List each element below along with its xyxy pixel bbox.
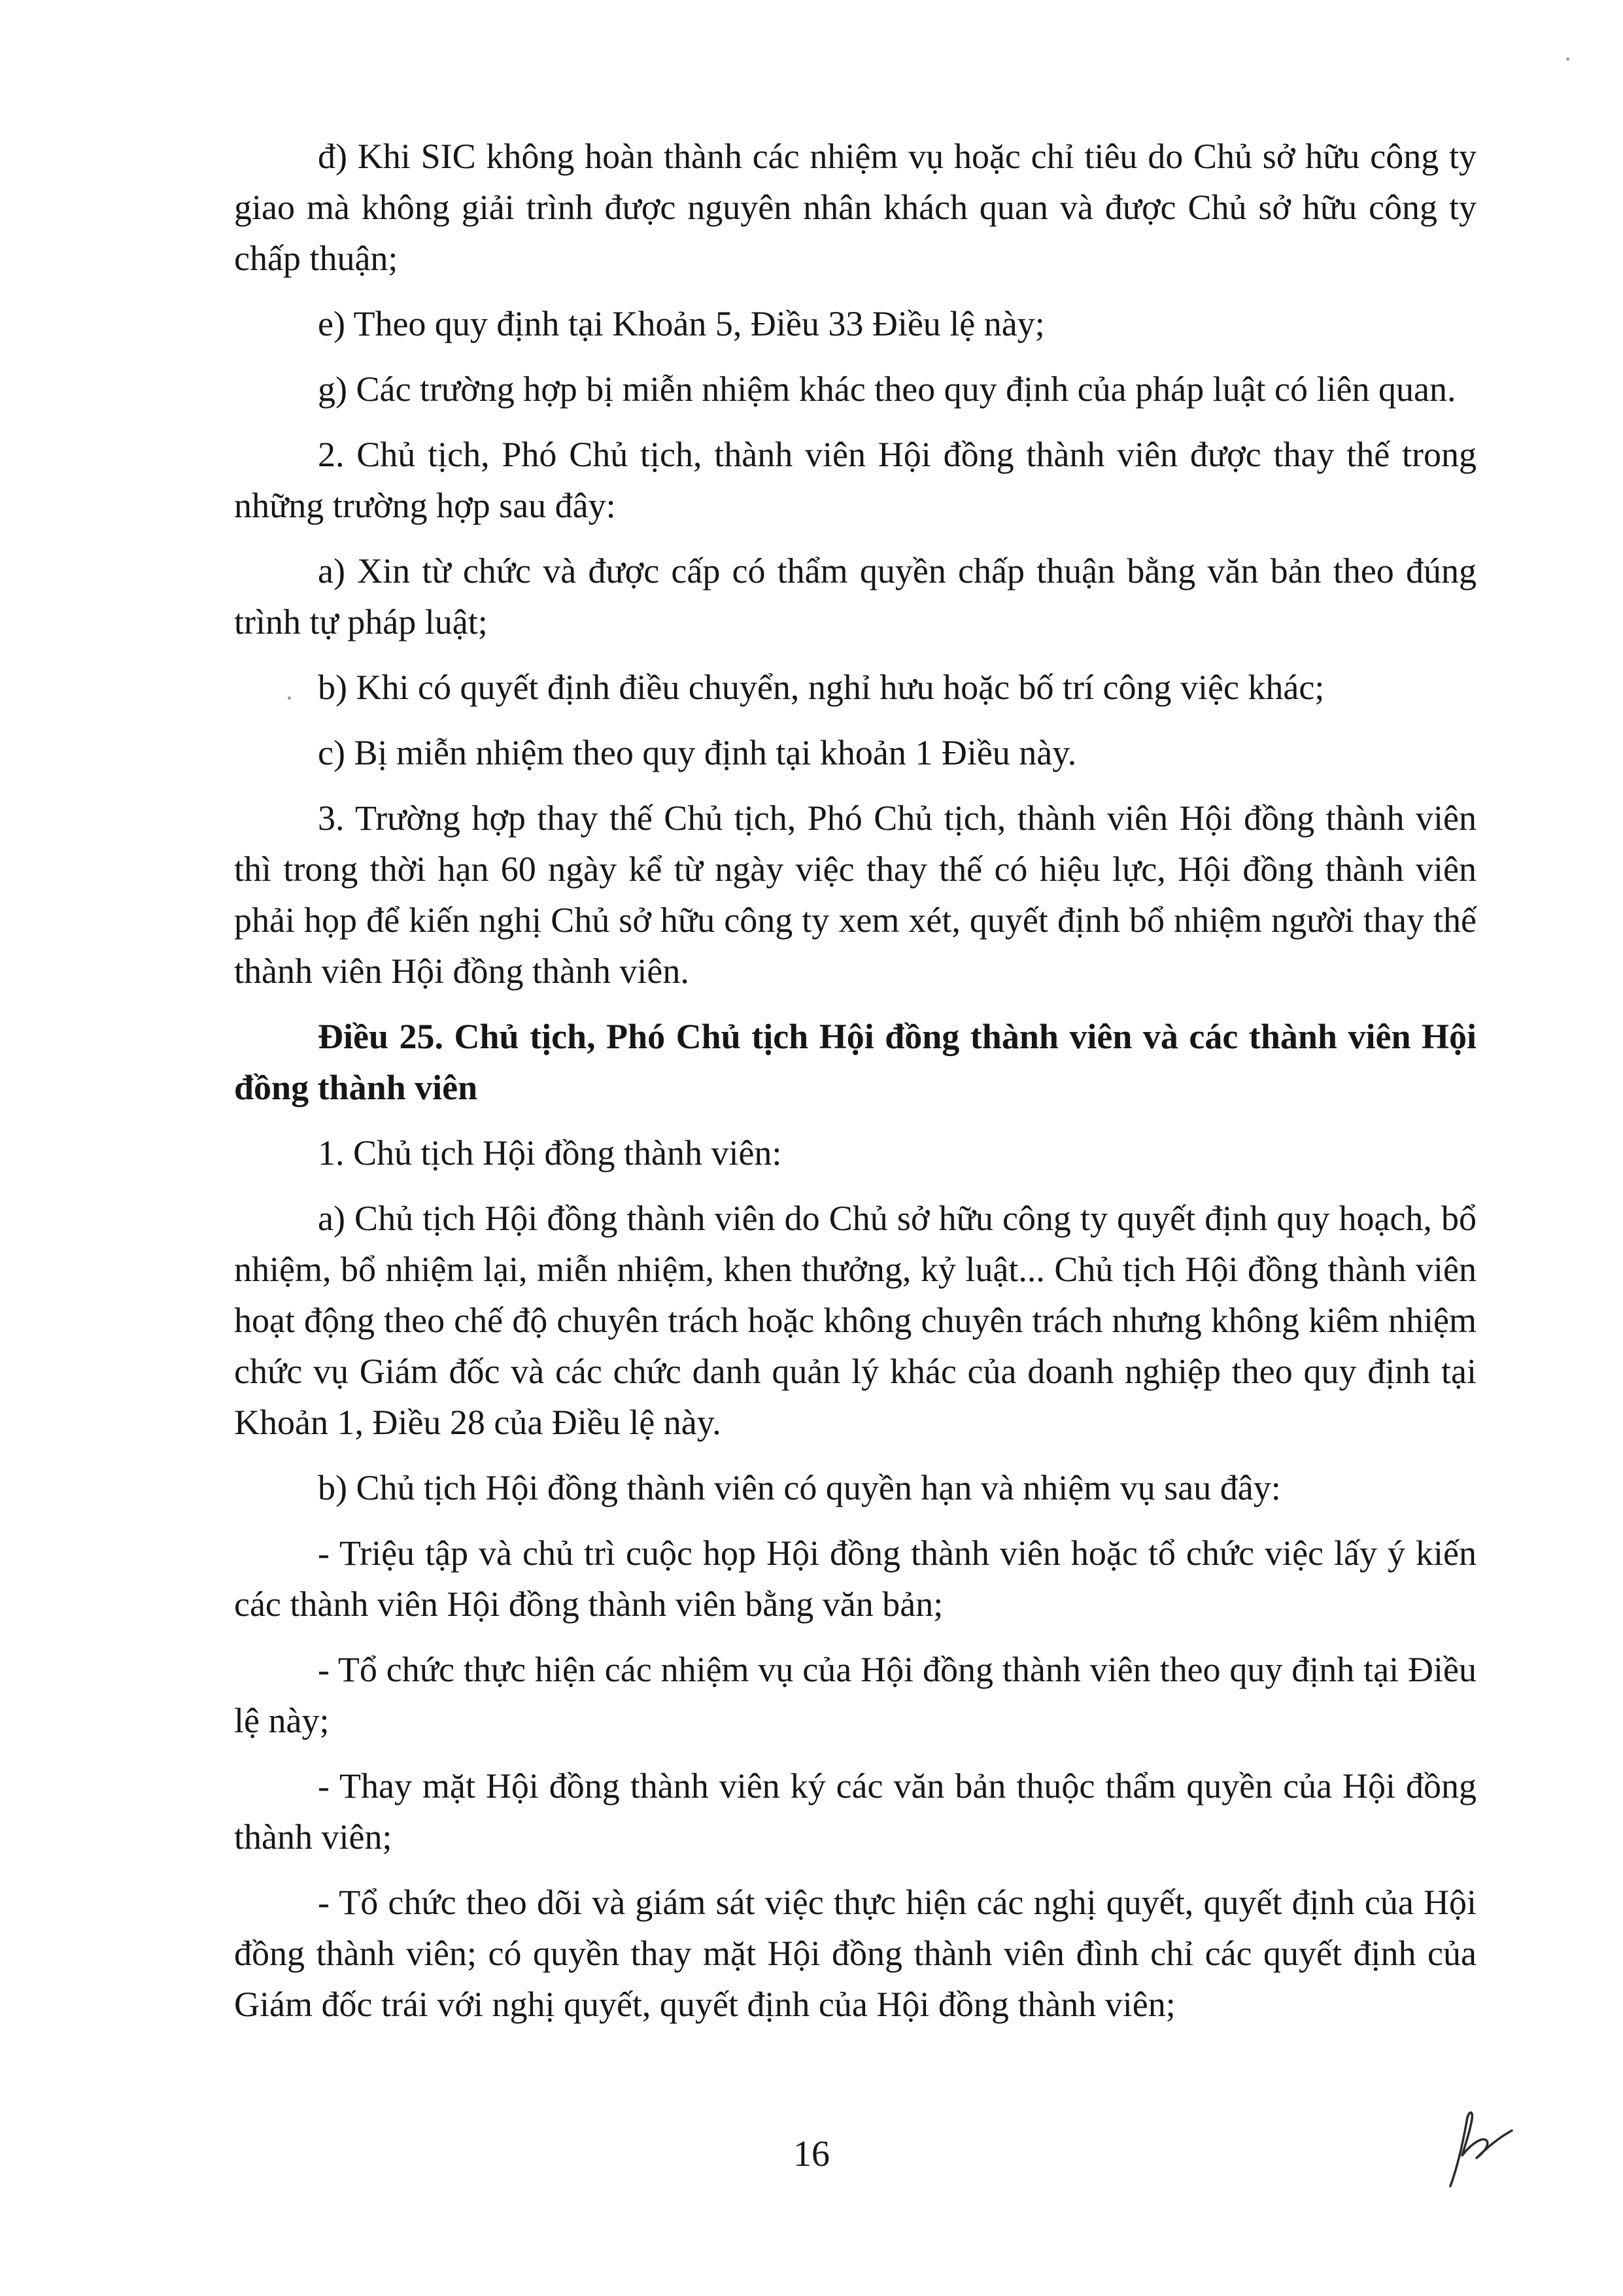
paragraph-item-2c: c) Bị miễn nhiệm theo quy định tại khoản 1 Điều này. bbox=[318, 733, 1077, 772]
paragraph-25-item-1: 1. Chủ tịch Hội đồng thành viên: bbox=[318, 1133, 782, 1173]
paragraph-25-bullet-4: - Tổ chức theo dõi và giám sát việc thực hiện các nghị quyết, quyết định của Hội đồng thành viên; có quyền thay mặt Hội đồng thành viên đình chỉ các quyết định của Giám đốc trái với nghị quyết, quyết định của Hội đồng thành viên; bbox=[234, 1883, 1477, 2024]
paragraph-25-bullet-2: - Tổ chức thực hiện các nhiệm vụ của Hội đồng thành viên theo quy định tại Điều lệ này; bbox=[234, 1650, 1477, 1740]
paragraph-25-bullet-1: - Triệu tập và chủ trì cuộc họp Hội đồng thành viên hoặc tổ chức việc lấy ý kiến các thành viên Hội đồng thành viên bằng văn bản; bbox=[234, 1534, 1477, 1624]
article-25-heading: Điều 25. Chủ tịch, Phó Chủ tịch Hội đồng thành viên và các thành viên Hội đồng thành viên bbox=[234, 1017, 1477, 1107]
paragraph-25-bullet-3: - Thay mặt Hội đồng thành viên ký các văn bản thuộc thẩm quyền của Hội đồng thành viên; bbox=[234, 1766, 1477, 1857]
paragraph-item-2b: b) Khi có quyết định điều chuyển, nghỉ hưu hoặc bố trí công việc khác; bbox=[318, 668, 1325, 707]
scan-speck bbox=[1566, 58, 1569, 61]
paragraph-clause-d: đ) Khi SIC không hoàn thành các nhiệm vụ hoặc chỉ tiêu do Chủ sở hữu công ty giao mà không giải trình được nguyên nhân khách quan và được Chủ sở hữu công ty chấp thuận; bbox=[234, 137, 1477, 278]
scan-speck bbox=[288, 696, 291, 700]
handwritten-initials bbox=[1444, 2104, 1516, 2189]
paragraph-25-item-1b: b) Chủ tịch Hội đồng thành viên có quyền hạn và nhiệm vụ sau đây: bbox=[318, 1468, 1281, 1507]
paragraph-item-2a: a) Xin từ chức và được cấp có thẩm quyền chấp thuận bằng văn bản theo đúng trình tự pháp luật; bbox=[234, 551, 1477, 642]
document-body bbox=[234, 131, 1477, 2044]
paragraph-item-2: 2. Chủ tịch, Phó Chủ tịch, thành viên Hội đồng thành viên được thay thế trong những trường hợp sau đây: bbox=[234, 435, 1477, 525]
page-number: 16 bbox=[793, 2134, 830, 2174]
paragraph-clause-e: e) Theo quy định tại Khoản 5, Điều 33 Điều lệ này; bbox=[318, 304, 1045, 343]
paragraph-25-item-1a: a) Chủ tịch Hội đồng thành viên do Chủ sở hữu công ty quyết định quy hoạch, bổ nhiệm, bổ nhiệm lại, miễn nhiệm, khen thưởng, kỷ luật... Chủ tịch Hội đồng thành viên hoạt động theo chế độ chuyên trách hoặc không chuyên trách nhưng không kiêm nhiệm chức vụ Giám đốc và các chức danh quản lý khác của doanh nghiệp theo quy định tại Khoản 1, Điều 28 của Điều lệ này. bbox=[234, 1199, 1477, 1442]
paragraph-clause-g: g) Các trường hợp bị miễn nhiệm khác theo quy định của pháp luật có liên quan. bbox=[318, 369, 1456, 409]
paragraph-item-3: 3. Trường hợp thay thế Chủ tịch, Phó Chủ tịch, thành viên Hội đồng thành viên thì trong thời hạn 60 ngày kể từ ngày việc thay thế có hiệu lực, Hội đồng thành viên phải họp để kiến nghị Chủ sở hữu công ty xem xét, quyết định bổ nhiệm người thay thế thành viên Hội đồng thành viên. bbox=[234, 798, 1477, 991]
